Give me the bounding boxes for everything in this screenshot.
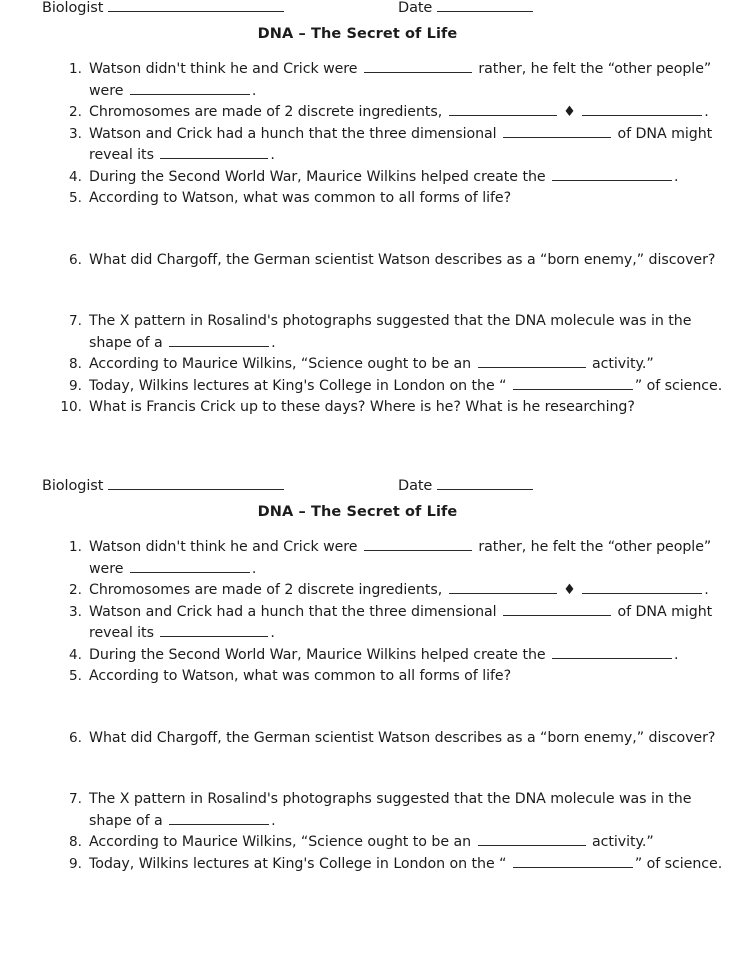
date-field	[398, 0, 533, 16]
answer-blank[interactable]	[449, 582, 557, 594]
header-row-copy-2	[42, 478, 709, 500]
question-item	[56, 645, 731, 667]
answer-space	[56, 749, 731, 789]
header-row-copy-1	[42, 0, 709, 22]
answer-blank[interactable]	[130, 83, 250, 95]
date-input-line[interactable]	[437, 0, 533, 12]
question-list-copy-2	[56, 537, 731, 875]
biologist-label: Biologist	[42, 478, 104, 494]
question-number: 1.	[69, 61, 82, 77]
question-list-copy-1	[56, 59, 731, 419]
worksheet-copy-2	[0, 478, 749, 875]
question-number: 4.	[69, 168, 82, 185]
question-item	[56, 728, 731, 750]
question-text: Today, Wilkins lectures at King's College in London on the “ ” of science.	[89, 377, 723, 394]
question-text: According to Watson, what was common to all forms of life?	[89, 668, 512, 684]
question-number: 5.	[69, 190, 82, 206]
answer-blank[interactable]	[169, 335, 269, 347]
question-number: 7.	[69, 791, 82, 807]
answer-blank[interactable]	[582, 582, 702, 594]
question-text: Watson didn't think he and Crick were rather, he felt the “other people” were .	[89, 539, 712, 577]
question-text: According to Watson, what was common to all forms of life?	[89, 190, 512, 206]
question-item	[56, 311, 731, 354]
answer-space	[56, 210, 731, 250]
answer-blank[interactable]	[160, 625, 268, 637]
question-number: 6.	[69, 251, 82, 268]
answer-blank[interactable]	[478, 834, 586, 846]
question-item	[56, 832, 731, 854]
question-number: 5.	[69, 668, 82, 684]
answer-blank[interactable]	[478, 356, 586, 368]
question-number: 2.	[69, 104, 82, 120]
answer-blank[interactable]	[449, 104, 557, 116]
question-item	[56, 167, 731, 189]
answer-blank[interactable]	[552, 647, 672, 659]
question-number: 9.	[69, 377, 82, 394]
question-item	[56, 580, 731, 602]
question-number: 10.	[60, 399, 82, 415]
question-item	[56, 537, 731, 580]
question-item	[56, 124, 731, 167]
question-number: 4.	[69, 646, 82, 663]
question-item	[56, 789, 731, 832]
question-text: During the Second World War, Maurice Wilkins helped create the .	[89, 646, 679, 663]
question-number: 7.	[69, 313, 82, 329]
answer-blank[interactable]	[130, 561, 250, 573]
question-text: During the Second World War, Maurice Wilkins helped create the .	[89, 168, 679, 185]
question-text: Chromosomes are made of 2 discrete ingredients, ♦ .	[89, 104, 709, 120]
question-text: Watson didn't think he and Crick were rather, he felt the “other people” were .	[89, 61, 712, 99]
answer-blank[interactable]	[513, 856, 633, 868]
date-label: Date	[398, 478, 433, 494]
question-item	[56, 602, 731, 645]
worksheet-copy-1	[0, 0, 749, 419]
biologist-label: Biologist	[42, 0, 104, 16]
question-number: 2.	[69, 582, 82, 598]
page-title: DNA – The Secret of Life	[257, 504, 458, 520]
question-text: What did Chargoff, the German scientist Watson describes as a “born enemy,” discover?	[89, 251, 716, 268]
answer-blank[interactable]	[552, 169, 672, 181]
question-number: 6.	[69, 729, 82, 746]
question-item	[56, 102, 731, 124]
answer-blank[interactable]	[160, 147, 268, 159]
answer-blank[interactable]	[582, 104, 702, 116]
question-number: 3.	[69, 125, 82, 142]
answer-blank[interactable]	[503, 126, 611, 138]
question-item	[56, 250, 731, 272]
question-item	[56, 376, 731, 398]
question-text: Today, Wilkins lectures at King's College in London on the “ ” of science.	[89, 855, 723, 872]
question-text: The X pattern in Rosalind's photographs suggested that the DNA molecule was in the shape of a .	[89, 313, 692, 351]
question-item	[56, 354, 731, 376]
answer-blank[interactable]	[169, 813, 269, 825]
question-number: 9.	[69, 855, 82, 872]
answer-blank[interactable]	[364, 61, 472, 73]
question-text: Watson and Crick had a hunch that the three dimensional of DNA might reveal its .	[89, 603, 713, 641]
question-text: The X pattern in Rosalind's photographs suggested that the DNA molecule was in the shape of a .	[89, 791, 692, 829]
question-text: Chromosomes are made of 2 discrete ingredients, ♦ .	[89, 582, 709, 598]
biologist-field	[42, 0, 284, 16]
question-text: According to Maurice Wilkins, “Science ought to be an activity.”	[89, 356, 654, 372]
answer-blank[interactable]	[503, 604, 611, 616]
question-text: Watson and Crick had a hunch that the three dimensional of DNA might reveal its .	[89, 125, 713, 163]
question-number: 1.	[69, 539, 82, 555]
page-title: DNA – The Secret of Life	[257, 26, 458, 42]
answer-space	[56, 688, 731, 728]
biologist-input-line[interactable]	[108, 0, 284, 12]
biologist-field	[42, 478, 284, 494]
question-text: What did Chargoff, the German scientist Watson describes as a “born enemy,” discover?	[89, 729, 716, 746]
question-item	[56, 854, 731, 876]
date-label: Date	[398, 0, 433, 16]
biologist-input-line[interactable]	[108, 478, 284, 490]
answer-blank[interactable]	[513, 378, 633, 390]
question-item	[56, 59, 731, 102]
question-number: 8.	[69, 834, 82, 850]
question-number: 8.	[69, 356, 82, 372]
date-field	[398, 478, 533, 494]
date-input-line[interactable]	[437, 478, 533, 490]
question-text: What is Francis Crick up to these days? Where is he? What is he researching?	[89, 399, 635, 415]
question-item	[56, 188, 731, 210]
question-item	[56, 397, 731, 419]
question-number: 3.	[69, 603, 82, 620]
question-text: According to Maurice Wilkins, “Science ought to be an activity.”	[89, 834, 654, 850]
question-item	[56, 666, 731, 688]
answer-blank[interactable]	[364, 539, 472, 551]
answer-space	[56, 271, 731, 311]
